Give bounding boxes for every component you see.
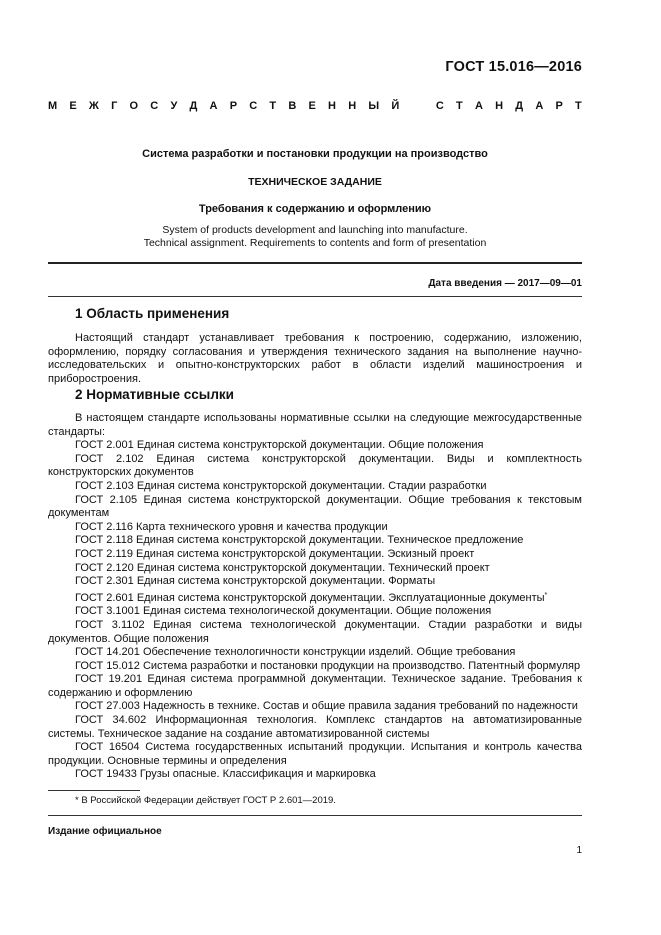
reference-item	[48, 521, 582, 535]
interstate-letter: С	[435, 100, 444, 112]
reference-item	[48, 605, 582, 619]
reference-item	[48, 439, 582, 453]
interstate-letter: Е	[69, 100, 77, 112]
reference-item	[48, 700, 582, 714]
english-title-line-2: Technical assignment. Requirements to contents and form of presentation	[143, 237, 487, 249]
interstate-letter: Т	[456, 100, 463, 112]
reference-item	[48, 741, 582, 768]
reference-item	[48, 589, 582, 606]
interstate-letter: Н	[348, 100, 357, 112]
section-1-paragraph: Настоящий стандарт устанавливает требования к построению, содержанию, изложению, оформлению, порядку согласования и утверждения технического задания на выполнение научно-исследовательских и опытно-конструкторских работ в области изделий машиностроения и приборостроения.	[48, 332, 582, 385]
reference-item	[48, 646, 582, 660]
standard-name: ТЕХНИЧЕСКОЕ ЗАДАНИЕ	[248, 176, 382, 188]
footnote-marker: *	[544, 591, 548, 599]
interstate-letter: Д	[515, 100, 524, 112]
reference-text: ГОСТ 2.119 Единая система конструкторской документации. Эскизный проект	[75, 547, 475, 560]
interstate-letter: М	[48, 100, 58, 112]
official-edition-label: Издание официальное	[48, 826, 162, 837]
interstate-letter: Н	[495, 100, 504, 112]
reference-item	[48, 548, 582, 562]
reference-item	[48, 714, 582, 741]
interstate-letter: Ж	[88, 100, 99, 112]
section-1-text	[48, 332, 582, 386]
interstate-letter: О	[129, 100, 139, 112]
section-2-title: 2 Нормативные ссылки	[75, 387, 234, 402]
interstate-letter: Ы	[368, 100, 380, 112]
section-1-title: 1 Область применения	[75, 306, 230, 321]
footnote-divider	[48, 790, 140, 791]
interstate-letter: Р	[555, 100, 563, 112]
standard-system-title: Система разработки и постановки продукции на производство	[142, 148, 488, 160]
interstate-letter: Д	[189, 100, 198, 112]
interstate-letter: У	[170, 100, 178, 112]
standard-subtitle: Требования к содержанию и оформлению	[198, 203, 432, 215]
reference-text: ГОСТ 2.001 Единая система конструкторской документации. Общие положения	[75, 439, 484, 452]
date-divider	[48, 296, 582, 297]
reference-text: ГОСТ 3.1102 Единая система технологической документации. Стадии разработки и виды документов. Общие положения	[48, 618, 582, 645]
document-code: ГОСТ 15.016—2016	[445, 59, 582, 75]
reference-text: ГОСТ 2.102 Единая система конструкторской документации. Виды и комплектность конструкторских документов	[48, 452, 582, 479]
interstate-letter: Е	[308, 100, 316, 112]
reference-text: ГОСТ 19.201 Единая система программной документации. Техническое задание. Требования к содержанию и оформлению	[48, 673, 582, 699]
section-2-intro: В настоящем стандарте использованы нормативные ссылки на следующие межгосударственные стандарты:	[48, 412, 582, 438]
reference-text: ГОСТ 2.118 Единая система конструкторской документации. Техническое предложение	[75, 534, 524, 547]
interstate-letter: Т	[269, 100, 277, 112]
reference-text: ГОСТ 15.012 Система разработки и постановки продукции на производство. Патентный формуляр	[75, 659, 581, 672]
footer-divider	[48, 815, 582, 816]
reference-text: ГОСТ 2.116 Карта технического уровня и качества продукции	[75, 520, 388, 533]
introduction-date: Дата введения — 2017—09—01	[428, 278, 582, 289]
reference-item	[48, 619, 582, 646]
reference-item	[48, 768, 582, 782]
footnote: * В Российской Федерации действует ГОСТ Р 2.601—2019.	[75, 795, 336, 806]
reference-text: ГОСТ 14.201 Обеспечение технологичности конструкции изделий. Общие требования	[75, 646, 516, 659]
reference-text: ГОСТ 19433 Грузы опасные. Классификация и маркировка	[75, 768, 376, 781]
interstate-letter: Т	[575, 100, 582, 112]
interstate-letter: В	[288, 100, 297, 112]
reference-text: ГОСТ 16504 Система государственных испытаний продукции. Испытания и контроль качества продукции. Основные термины и определения	[48, 741, 582, 767]
interstate-letter: С	[249, 100, 258, 112]
interstate-letter: Г	[111, 100, 118, 112]
reference-text: ГОСТ 3.1001 Единая система технологической документации. Общие положения	[75, 605, 492, 618]
interstate-standard-heading	[48, 100, 582, 112]
reference-item	[48, 494, 582, 521]
reference-item	[48, 575, 582, 589]
reference-item	[48, 673, 582, 700]
interstate-letter: Р	[229, 100, 238, 112]
interstate-letter: Й	[391, 100, 400, 112]
interstate-letter: А	[535, 100, 544, 112]
interstate-letter: А	[209, 100, 218, 112]
reference-text: ГОСТ 2.601 Единая система конструкторской документации. Эксплуатационные документы	[75, 591, 545, 604]
reference-text: ГОСТ 2.301 Единая система конструкторской документации. Форматы	[75, 575, 436, 588]
reference-item	[48, 660, 582, 674]
title-divider	[48, 262, 582, 264]
page-number: 1	[576, 845, 582, 856]
interstate-letter: А	[474, 100, 483, 112]
reference-item	[48, 534, 582, 548]
reference-text: ГОСТ 34.602 Информационная технология. Комплекс стандартов на автоматизированные системы. Техническое задание на создание автоматизированной системы	[48, 714, 582, 740]
reference-item	[48, 453, 582, 480]
reference-text: ГОСТ 2.103 Единая система конструкторской документации. Стадии разработки	[75, 479, 487, 492]
reference-text: ГОСТ 2.120 Единая система конструкторской документации. Технический проект	[75, 561, 490, 574]
interstate-letter: С	[150, 100, 159, 112]
reference-text: ГОСТ 2.105 Единая система конструкторской документации. Общие требования к текстовым документам	[48, 493, 582, 520]
reference-item	[48, 562, 582, 576]
reference-text: ГОСТ 27.003 Надежность в технике. Состав и общие правила задания требований по надежности	[75, 700, 578, 713]
interstate-letter: Н	[328, 100, 336, 112]
reference-item	[48, 480, 582, 494]
english-title-line-1: System of products development and launching into manufacture.	[162, 224, 468, 236]
normative-references	[48, 412, 582, 782]
